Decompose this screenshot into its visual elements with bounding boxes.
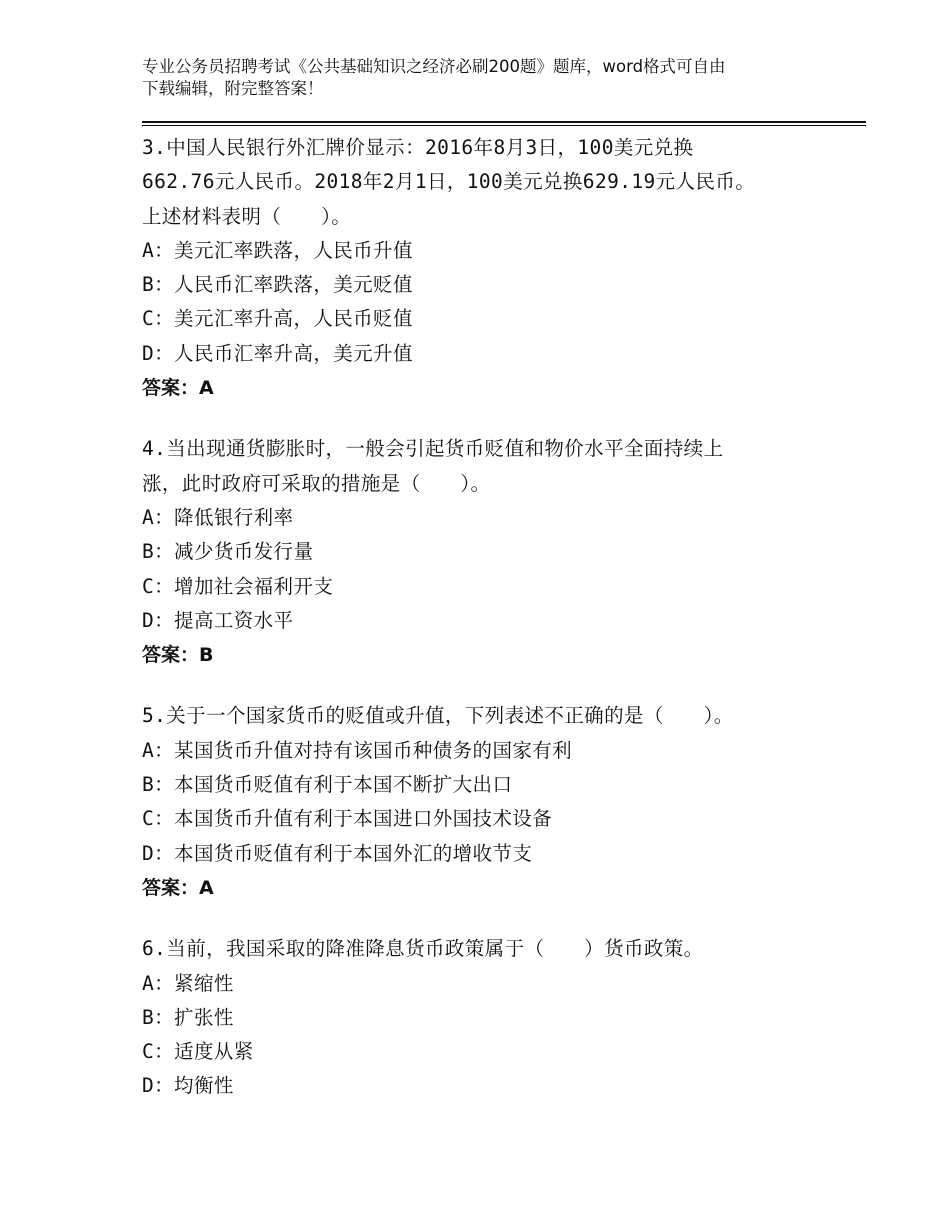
option-b: B：扩张性 xyxy=(142,1005,234,1029)
option-b: B：人民币汇率跌落，美元贬值 xyxy=(142,273,413,297)
stem-line: 5.关于一个国家货币的贬值或升值，下列表述不正确的是（ ）。 xyxy=(142,704,734,728)
option-d: D：人民币汇率升高，美元升值 xyxy=(142,341,413,365)
option-d: D：均衡性 xyxy=(142,1074,234,1098)
header-rule-thin xyxy=(142,125,866,126)
option-d: D：本国货币贬值有利于本国外汇的增收节支 xyxy=(142,841,533,865)
stem-line: 3.中国人民银行外汇牌价显示：2016年8月3日，100美元兑换 xyxy=(142,136,694,159)
question-stem xyxy=(142,131,842,234)
answer-label: 答案：B xyxy=(142,644,214,667)
answer-label: 答案：A xyxy=(142,876,214,899)
question-list xyxy=(142,131,842,1131)
option-d: D：提高工资水平 xyxy=(142,608,294,632)
option-c: C：适度从紧 xyxy=(142,1040,254,1064)
stem-line: 上述材料表明（ ）。 xyxy=(142,204,352,228)
question-stem xyxy=(142,699,842,733)
option-a: A：紧缩性 xyxy=(142,971,234,995)
option-c: C：美元汇率升高，人民币贬值 xyxy=(142,307,413,331)
option-a: A：某国货币升值对持有该国币种债务的国家有利 xyxy=(142,738,573,762)
answer-label: 答案：A xyxy=(142,377,214,400)
stem-line: 涨，此时政府可采取的措施是（ ）。 xyxy=(142,471,491,495)
question-5 xyxy=(142,699,842,905)
question-4 xyxy=(142,432,842,672)
question-stem xyxy=(142,932,842,966)
option-c: C：增加社会福利开支 xyxy=(142,574,334,598)
question-3 xyxy=(142,131,842,405)
stem-line: 662.76元人民币。2018年2月1日，100美元兑换629.19元人民币。 xyxy=(142,170,756,194)
header-line-1: 专业公务员招聘考试《公共基础知识之经济必刷200题》题库，word格式可自由 xyxy=(142,57,726,76)
question-stem xyxy=(142,432,842,501)
option-b: B：减少货币发行量 xyxy=(142,540,314,564)
option-b: B：本国货币贬值有利于本国不断扩大出口 xyxy=(142,773,513,797)
option-a: A：降低银行利率 xyxy=(142,505,294,529)
header-rule-thick xyxy=(142,121,866,123)
stem-line: 4.当出现通货膨胀时，一般会引起货币贬值和物价水平全面持续上 xyxy=(142,437,724,461)
option-c: C：本国货币升值有利于本国进口外国技术设备 xyxy=(142,807,553,831)
header-line-2: 下载编辑，附完整答案！ xyxy=(142,79,324,98)
question-6 xyxy=(142,932,842,1103)
stem-line: 6.当前，我国采取的降准降息货币政策属于（ ）货币政策。 xyxy=(142,937,704,961)
option-a: A：美元汇率跌落，人民币升值 xyxy=(142,238,413,262)
document-header xyxy=(142,56,822,100)
